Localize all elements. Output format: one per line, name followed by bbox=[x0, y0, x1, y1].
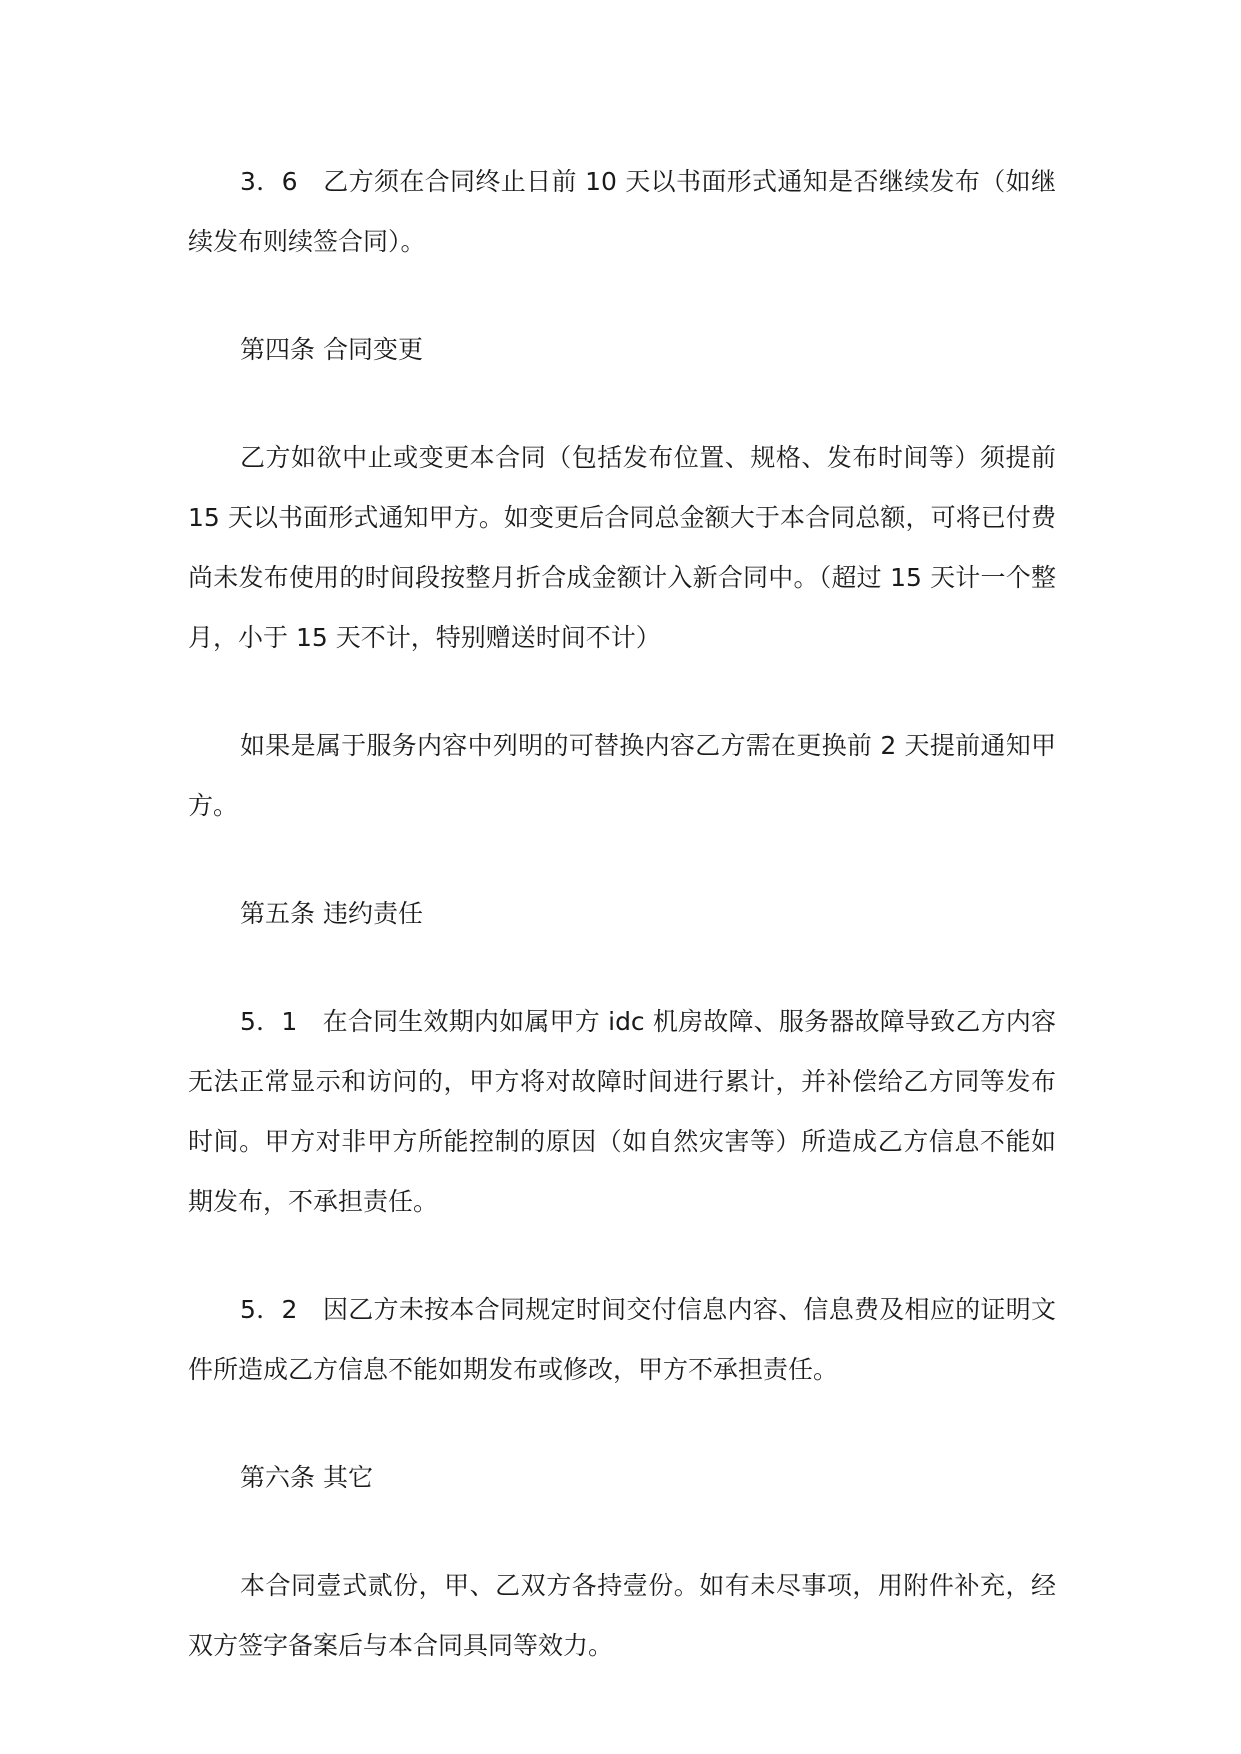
article-6-heading: 第六条 其它 bbox=[240, 1463, 373, 1492]
article-4-heading: 第四条 合同变更 bbox=[240, 335, 423, 364]
spacer bbox=[188, 380, 1056, 428]
spacer bbox=[188, 1232, 1056, 1280]
article-4-paragraph-1: 乙方如欲中止或变更本合同（包括发布位置、规格、发布时间等）须提前 15 天以书面形式通知甲方。如变更后合同总金额大于本合同总额，可将已付费尚未发布使用的时间段按整月折合成金额计入新合同中。（超过 15 天计一个整月，小于 15 天不计，特别赠送时间不计） bbox=[188, 443, 1056, 652]
article-5-heading: 第五条 违约责任 bbox=[240, 899, 423, 928]
document-body bbox=[188, 152, 1056, 1676]
article-4-paragraph-2: 如果是属于服务内容中列明的可替换内容乙方需在更换前 2 天提前通知甲方。 bbox=[188, 731, 1056, 820]
spacer bbox=[188, 272, 1056, 320]
clause-3-6: 3．6 乙方须在合同终止日前 10 天以书面形式通知是否继续发布（如继续发布则续签合同）。 bbox=[188, 167, 1056, 256]
clause-5-2: 5．2 因乙方未按本合同规定时间交付信息内容、信息费及相应的证明文件所造成乙方信息不能如期发布或修改，甲方不承担责任。 bbox=[188, 1295, 1056, 1384]
clause-5-1: 5．1 在合同生效期内如属甲方 idc 机房故障、服务器故障导致乙方内容无法正常显示和访问的，甲方将对故障时间进行累计，并补偿给乙方同等发布时间。甲方对非甲方所能控制的原因（如自然灾害等）所造成乙方信息不能如期发布，不承担责任。 bbox=[188, 1007, 1056, 1216]
spacer bbox=[188, 944, 1056, 992]
spacer bbox=[188, 1508, 1056, 1556]
spacer bbox=[188, 668, 1056, 716]
spacer bbox=[188, 1400, 1056, 1448]
spacer bbox=[188, 836, 1056, 884]
article-6-paragraph: 本合同壹式贰份，甲、乙双方各持壹份。如有未尽事项，用附件补充，经双方签字备案后与本合同具同等效力。 bbox=[188, 1571, 1056, 1660]
